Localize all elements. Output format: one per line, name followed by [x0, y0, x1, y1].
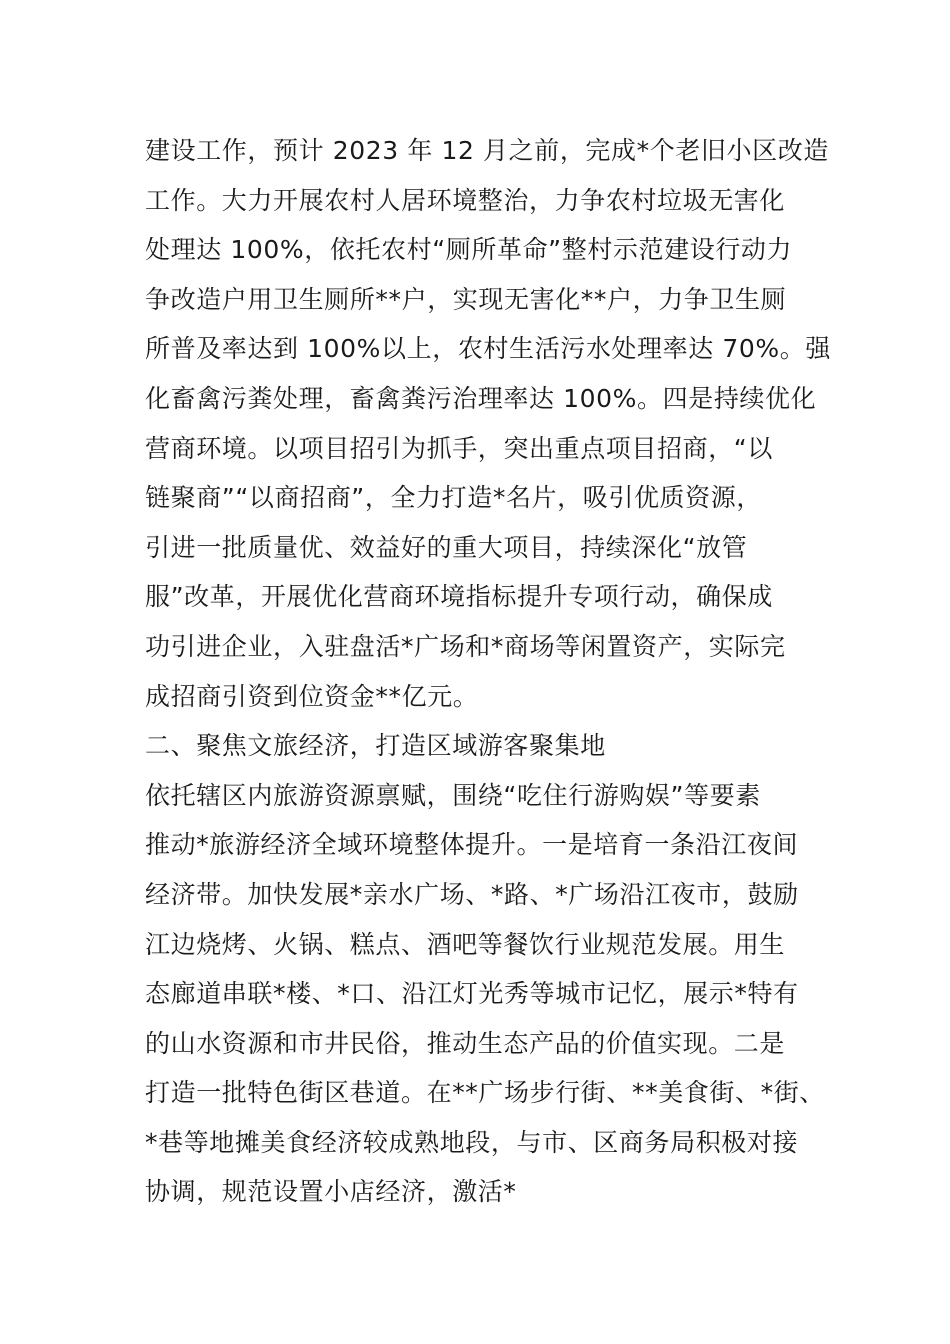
text-line: 江边烧烤、火锅、糕点、酒吧等餐饮行业规范发展。用生 — [145, 929, 786, 959]
text-line: 服”改革，开展优化营商环境指标提升专项行动，确保成 — [145, 582, 773, 612]
text-line: 态廊道串联*楼、*口、沿江灯光秀等城市记忆，展示*特有 — [145, 979, 799, 1009]
body-text — [145, 126, 831, 1217]
text-line: 推动*旅游经济全域环境整体提升。一是培育一条沿江夜间 — [145, 830, 799, 860]
text-line: 营商环境。以项目招引为抓手，突出重点项目招商，“以 — [145, 433, 773, 463]
text-line: 的山水资源和市井民俗，推动生态产品的价值实现。二是 — [145, 1028, 786, 1058]
text-line: 建设工作，预计 2023 年 12 月之前，完成*个老旧小区改造 — [145, 136, 829, 165]
text-line: 处理达 100%，依托农村“厕所革命”整村示范建设行动力 — [145, 235, 793, 265]
text-line: 所普及率达到 100%以上，农村生活污水处理率达 70%。强 — [145, 334, 831, 364]
text-line: 成招商引资到位资金**亿元。 — [145, 681, 479, 711]
text-line: 链聚商”“以商招商”，全力打造*名片，吸引优质资源， — [145, 483, 762, 513]
text-line: 打造一批特色街区巷道。在**广场步行街、**美食街、*街、 — [145, 1078, 825, 1108]
text-line: 争改造户用卫生厕所**户，实现无害化**户，力争卫生厕 — [145, 284, 787, 314]
text-line: 引进一批质量优、效益好的重大项目，持续深化“放管 — [145, 532, 748, 562]
text-line: 依托辖区内旅游资源禀赋，围绕“吃住行游购娱”等要素 — [145, 780, 761, 810]
section-heading: 二、聚焦文旅经济，打造区域游客聚集地 — [145, 731, 606, 761]
text-line: *巷等地摊美食经济较成熟地段，与市、区商务局积极对接 — [145, 1127, 799, 1157]
text-line: 协调，规范设置小店经济，激活* — [145, 1177, 517, 1207]
text-line: 功引进企业，入驻盘活*广场和*商场等闲置资产，实际完 — [145, 631, 786, 661]
text-line: 工作。大力开展农村人居环境整治，力争农村垃圾无害化 — [145, 185, 786, 215]
text-line: 化畜禽污粪处理，畜禽粪污治理率达 100%。四是持续优化 — [145, 383, 817, 413]
text-line: 经济带。加快发展*亲水广场、*路、*广场沿江夜市，鼓励 — [145, 879, 799, 909]
